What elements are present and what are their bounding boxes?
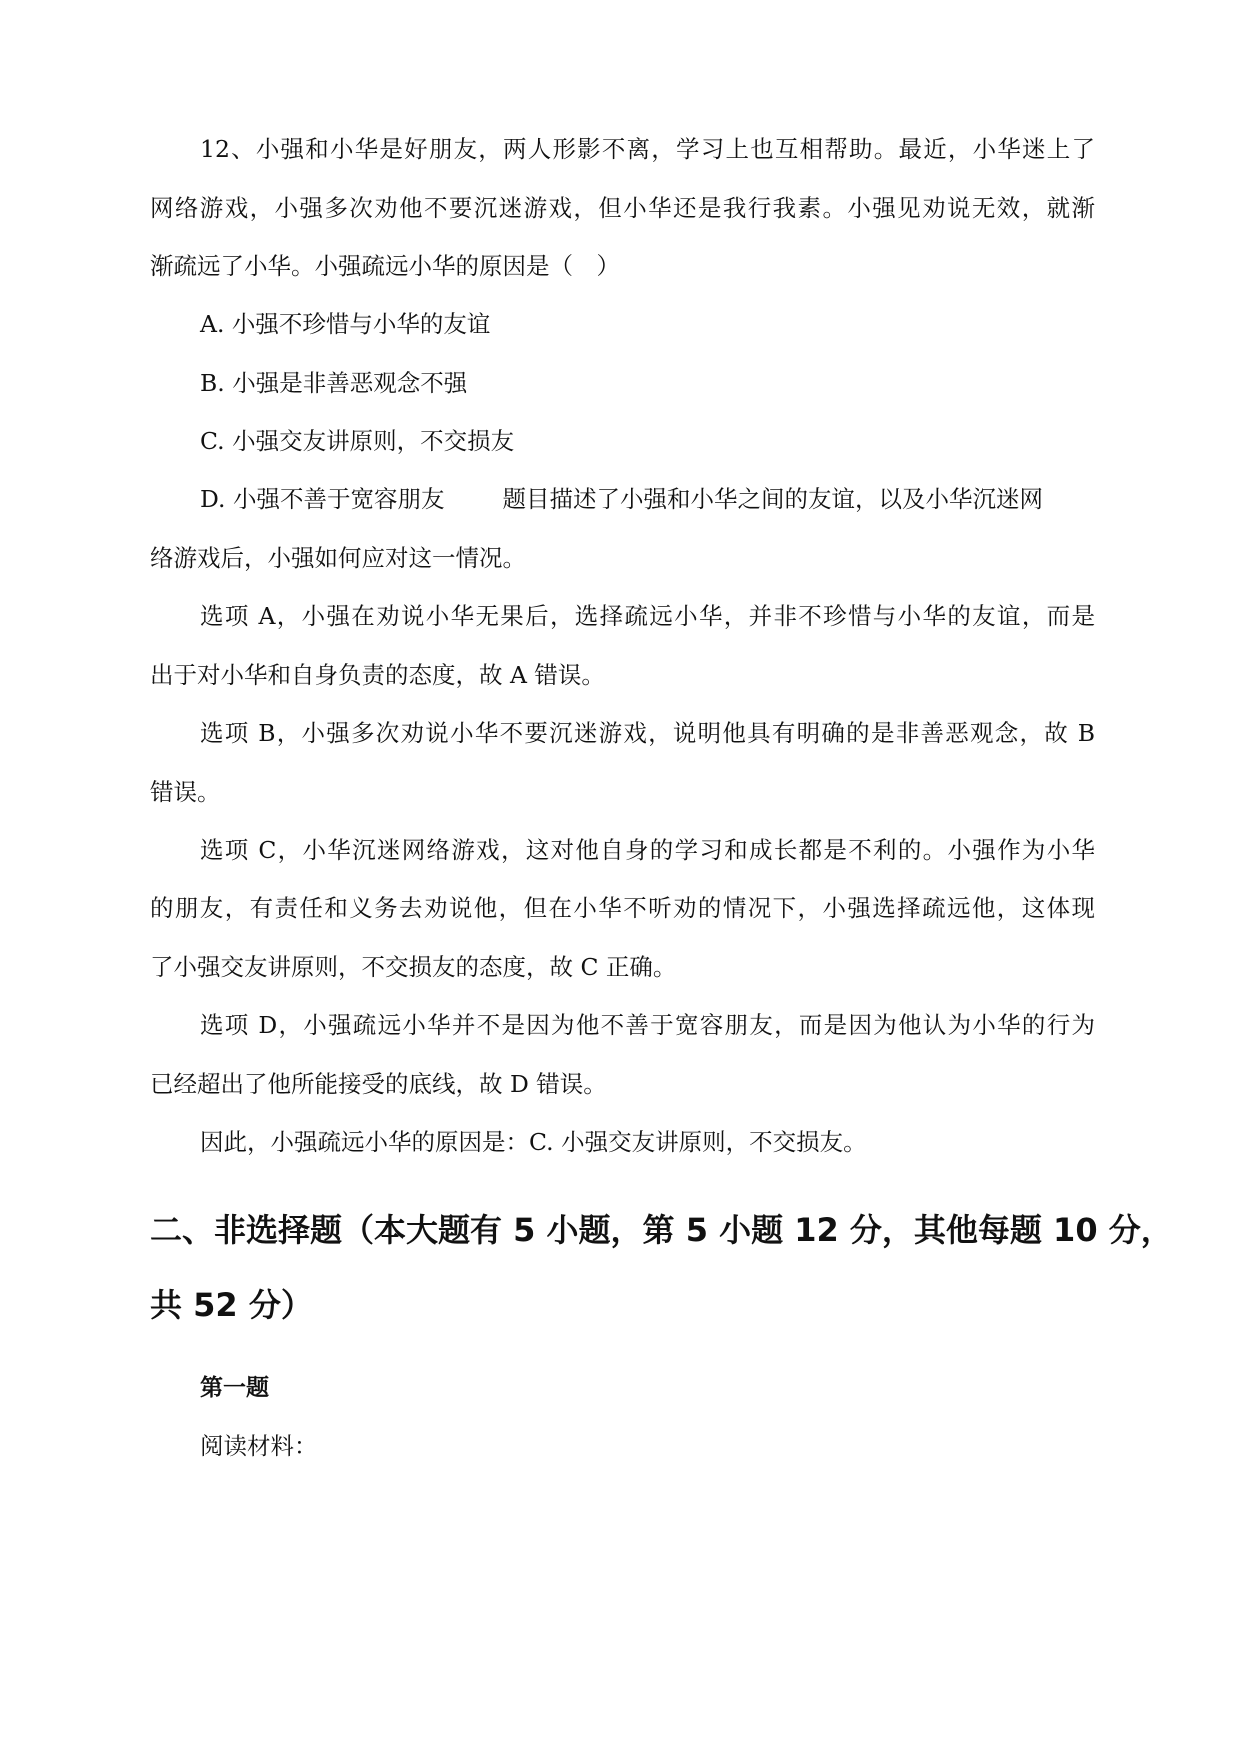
analysis-c-line-1: 选项 C，小华沉迷网络游戏，这对他自身的学习和成长都是不利的。小强作为小华	[200, 836, 1095, 864]
analysis-b-line-2: 错误。	[150, 778, 221, 806]
analysis-intro-line-1: 题目描述了小强和小华之间的友谊，以及小华沉迷网	[502, 485, 1043, 513]
section-heading-line-1: 二、非选择题（本大题有 5 小题，第 5 小题 12 分，其他每题 10 分，	[150, 1211, 1173, 1249]
analysis-a-line-2: 出于对小华和自身负责的态度，故 A 错误。	[150, 661, 605, 689]
analysis-d-line-2: 已经超出了他所能接受的底线，故 D 错误。	[150, 1070, 607, 1098]
analysis-a-line-1: 选项 A，小强在劝说小华无果后，选择疏远小华，并非不珍惜与小华的友谊，而是	[200, 602, 1095, 630]
question-stem-line-2: 网络游戏，小强多次劝他不要沉迷游戏，但小华还是我行我素。小强见劝说无效，就渐	[150, 194, 1095, 222]
option-a: A. 小强不珍惜与小华的友谊	[200, 310, 491, 338]
analysis-b-line-1: 选项 B，小强多次劝说小华不要沉迷游戏，说明他具有明确的是非善恶观念，故 B	[200, 719, 1095, 747]
option-d: D. 小强不善于宽容朋友	[200, 485, 445, 513]
option-b: B. 小强是非善恶观念不强	[200, 369, 468, 397]
analysis-c-line-3: 了小强交友讲原则，不交损友的态度，故 C 正确。	[150, 953, 677, 981]
option-c: C. 小强交友讲原则，不交损友	[200, 427, 515, 455]
analysis-d-line-1: 选项 D，小强疏远小华并不是因为他不善于宽容朋友，而是因为他认为小华的行为	[200, 1011, 1095, 1039]
analysis-c-line-2: 的朋友，有责任和义务去劝说他，但在小华不听劝的情况下，小强选择疏远他，这体现	[150, 894, 1095, 922]
subheading-first-question: 第一题	[200, 1375, 269, 1401]
analysis-intro-line-2: 络游戏后，小强如何应对这一情况。	[150, 544, 526, 572]
section-heading-line-2: 共 52 分）	[150, 1286, 313, 1324]
question-stem-line-1: 12、小强和小华是好朋友，两人形影不离，学习上也互相帮助。最近，小华迷上了	[200, 135, 1095, 163]
option-d-line	[200, 482, 1095, 516]
material-label: 阅读材料：	[200, 1432, 318, 1460]
question-stem-line-3: 渐疏远了小华。小强疏远小华的原因是（ ）	[150, 252, 620, 280]
conclusion: 因此，小强疏远小华的原因是：C. 小强交友讲原则，不交损友。	[200, 1128, 867, 1156]
